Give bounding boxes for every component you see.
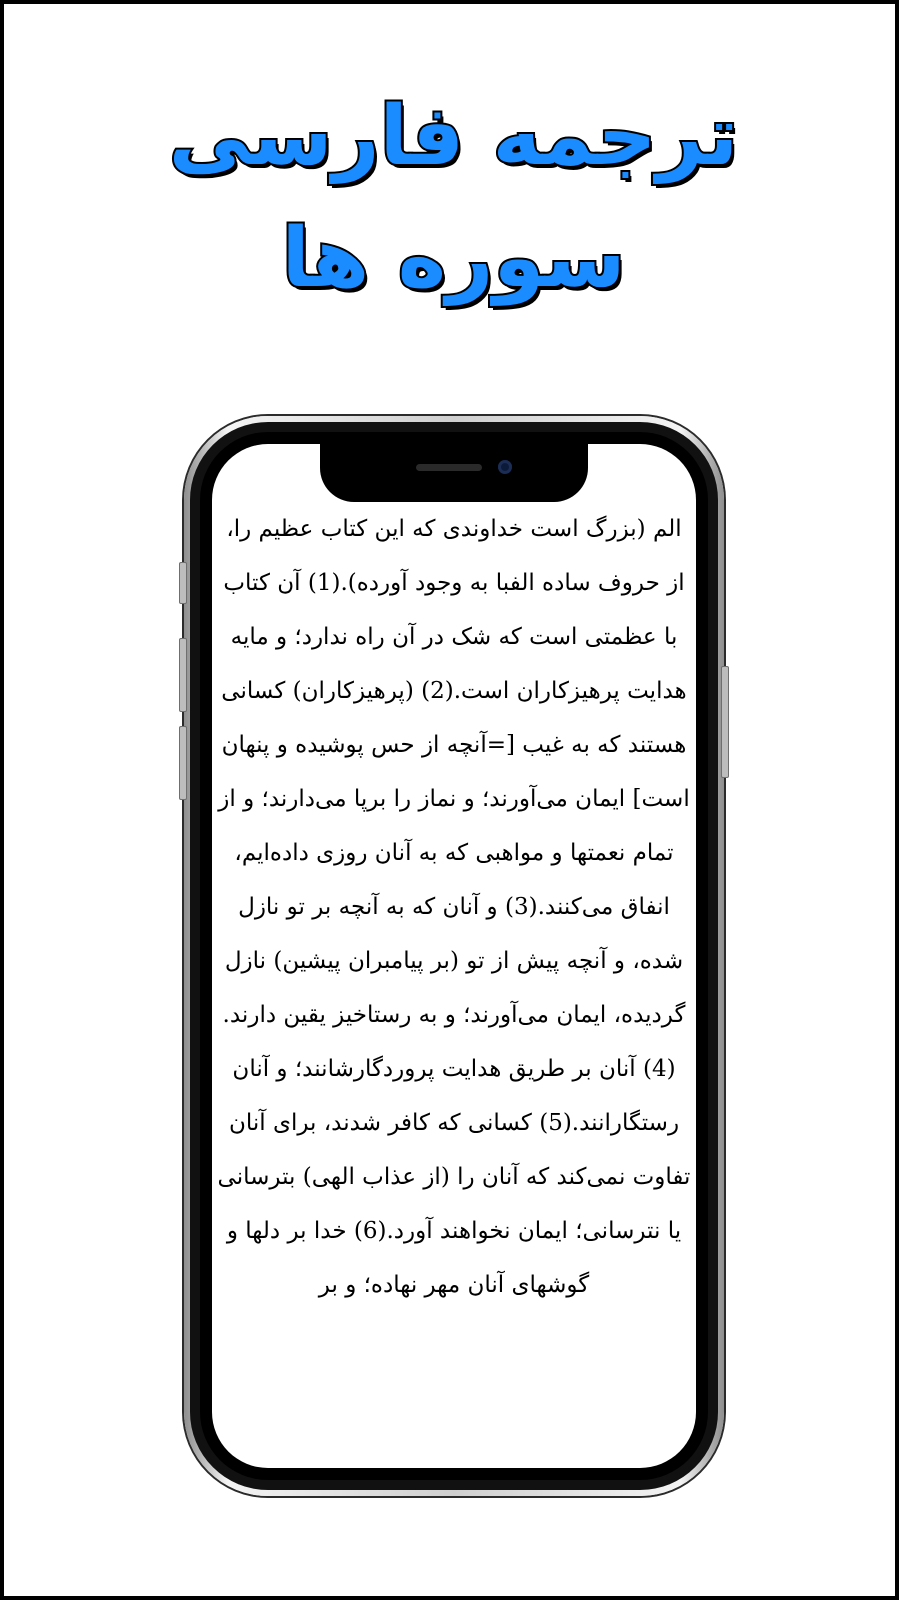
- earpiece-speaker: [416, 464, 482, 471]
- sura-translation-text[interactable]: [212, 502, 696, 1312]
- phone-silent-switch: [179, 562, 187, 604]
- verse-text: و آنان که به آنچه بر تو نازل شده، و آنچه پیش از تو (بر پیامبران پیشین) نازل گردیده، ایمان می‌آورند؛ و به رستاخیز یقین دارند.(4): [222, 894, 686, 1082]
- verse-text: آن کتاب با عظمتی است که شک در آن راه ندارد؛ و مایه هدایت پرهیزکاران است.(2): [223, 570, 687, 704]
- phone-screen[interactable]: [212, 444, 696, 1468]
- phone-volume-down-button: [179, 726, 187, 800]
- phone-mockup: [184, 416, 724, 1496]
- promo-title-line-2: سوره ها: [281, 211, 626, 306]
- verse-text: (پرهیزکاران) کسانی هستند که به غیب [=آنچه از حس پوشیده و پنهان است] ایمان می‌آورند؛ و نماز را برپا می‌دارند؛ و از تمام نعمتها و مواهبی که به آنان روزی داده‌ایم، انفاق می‌کنند.(3): [218, 678, 690, 920]
- verse-text: کسانی که کافر شدند، برای آنان تفاوت نمی‌کند که آنان را (از عذاب الهی) بترسانی یا نترسانی؛ ایمان نخواهند آورد.(6): [217, 1110, 691, 1244]
- front-camera-icon: [498, 460, 512, 474]
- promo-title-line-1: ترجمه فارسی: [168, 89, 739, 184]
- verse-text: آنان بر طریق هدایت پروردگارشانند؛ و آنان رستگارانند.(5): [232, 1056, 680, 1136]
- phone-power-button: [721, 666, 729, 778]
- verse-text: الم (بزرگ است خداوندی که این کتاب عظیم را، از حروف ساده الفبا به وجود آورده).(1): [226, 516, 685, 596]
- phone-volume-up-button: [179, 638, 187, 712]
- verse-text: خدا بر دلها و گوشهای آنان مهر نهاده؛ و بر: [226, 1218, 590, 1298]
- phone-notch: [320, 444, 588, 502]
